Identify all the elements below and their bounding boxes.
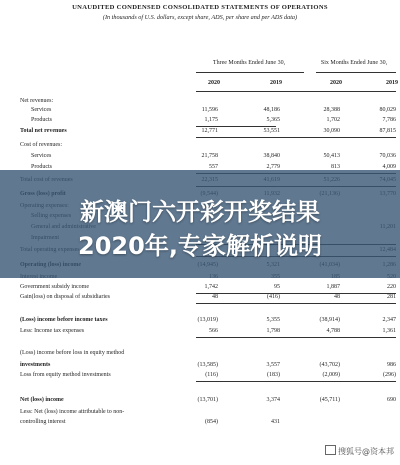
row-value: 4,788 <box>326 328 340 334</box>
row-label: (Loss) income before loss in equity method <box>20 350 125 356</box>
row-label: Services <box>31 107 52 113</box>
row-value: 2,779 <box>266 164 280 170</box>
row-value: 11,596 <box>201 107 218 113</box>
banner-headline-line-1: 新澳门六开彩开奖结果 <box>80 198 320 226</box>
row-value: (45,711) <box>319 397 340 403</box>
row-value: (854) <box>205 419 218 425</box>
row-value: 48,186 <box>263 107 280 113</box>
row-value: (116) <box>205 372 218 378</box>
row-value: 557 <box>209 164 218 170</box>
period-header-three-months: Three Months Ended June 30, <box>212 60 286 66</box>
row-value: (13,019) <box>197 317 218 323</box>
row-value: 1,361 <box>382 328 396 334</box>
row-value: (2,009) <box>322 372 340 378</box>
period-underline-1 <box>196 72 304 73</box>
row-label: Government subsidy income <box>20 284 89 290</box>
period-header-six-months: Six Months Ended June 30, <box>320 60 388 66</box>
table-row <box>0 397 400 407</box>
row-value: (38,914) <box>319 317 340 323</box>
row-value: 3,557 <box>266 362 280 368</box>
row-value: 38,840 <box>263 153 280 159</box>
row-value: (183) <box>267 372 280 378</box>
statement-title: UNAUDITED CONDENSED CONSOLIDATED STATEMENTS OF OPERATIONS <box>72 4 328 11</box>
row-label: Services <box>31 153 52 159</box>
table-row <box>0 339 400 349</box>
row-value: 28,388 <box>323 107 340 113</box>
table-row <box>0 384 400 394</box>
table-row <box>0 350 400 360</box>
table-row <box>0 409 400 419</box>
row-value: 95 <box>274 284 280 290</box>
row-value: 431 <box>271 419 280 425</box>
row-value: (13,585) <box>197 362 218 368</box>
banner-headline-line-2: 2020年,专家解析说明 <box>78 232 322 260</box>
row-value: 566 <box>209 328 218 334</box>
row-label: Net (loss) income <box>20 397 64 403</box>
year-underline <box>196 91 396 92</box>
overlay-banner <box>0 170 400 278</box>
row-value: 30,090 <box>323 128 340 134</box>
row-value: 5,355 <box>266 317 280 323</box>
row-value: 813 <box>331 164 340 170</box>
table-row <box>0 419 400 429</box>
row-label: Cost of revenues: <box>20 142 62 148</box>
row-value: 4,009 <box>382 164 396 170</box>
table-row <box>0 317 400 327</box>
row-value: 1,175 <box>204 117 218 123</box>
row-value: 690 <box>387 397 396 403</box>
camera-icon <box>325 445 336 455</box>
row-label: controlling interest <box>20 419 66 425</box>
source-watermark <box>325 445 394 457</box>
row-value: 70,036 <box>379 153 396 159</box>
row-label: Net revenues: <box>20 98 54 104</box>
table-row <box>0 153 400 163</box>
year-header-2: 2019 <box>270 80 282 86</box>
row-value: 48 <box>334 294 340 300</box>
row-label: Total net revenues <box>20 128 67 134</box>
row-label: (Loss) income before income taxes <box>20 317 108 323</box>
year-header-4: 2019 <box>386 80 398 86</box>
row-value: 50,413 <box>323 153 340 159</box>
year-header-1: 2020 <box>208 80 220 86</box>
subtotal-rule <box>196 303 396 304</box>
row-value: (296) <box>383 372 396 378</box>
row-label: Gain(loss) on disposal of subsidiaries <box>20 294 110 300</box>
row-value: 21,758 <box>201 153 218 159</box>
table-row <box>0 305 400 315</box>
row-value: 80,029 <box>379 107 396 113</box>
row-value: 220 <box>387 284 396 290</box>
subtotal-rule <box>196 381 396 382</box>
row-value: 1,887 <box>326 284 340 290</box>
table-row <box>0 107 400 117</box>
row-label: Loss from equity method investments <box>20 372 111 378</box>
row-label: Less: Income tax expenses <box>20 328 85 334</box>
row-value: (43,702) <box>319 362 340 368</box>
row-label: Products <box>31 117 52 123</box>
table-row <box>0 142 400 152</box>
row-value: 2,347 <box>382 317 396 323</box>
row-label: investments <box>20 362 51 368</box>
row-value: 281 <box>387 294 396 300</box>
subtotal-rule <box>196 126 276 127</box>
row-value: 12,771 <box>201 128 218 134</box>
row-value: 53,551 <box>263 128 280 134</box>
year-header-3: 2020 <box>330 80 342 86</box>
row-value: 1,742 <box>204 284 218 290</box>
row-value: 3,374 <box>266 397 280 403</box>
row-value: 1,798 <box>266 328 280 334</box>
subtotal-rule <box>196 337 396 338</box>
row-value: (416) <box>267 294 280 300</box>
subtotal-rule <box>196 137 396 138</box>
row-value: 986 <box>387 362 396 368</box>
row-value: 48 <box>212 294 218 300</box>
row-value: 7,786 <box>382 117 396 123</box>
row-value: 1,702 <box>326 117 340 123</box>
watermark-text: 搜狐号@资本邦 <box>338 447 394 456</box>
row-value: 5,365 <box>266 117 280 123</box>
row-label: Products <box>31 164 52 170</box>
statement-subtitle: (In thousands of U.S. dollars, except share, ADS, per share and per ADS data) <box>102 14 298 21</box>
table-row <box>0 362 400 372</box>
row-value: (13,701) <box>197 397 218 403</box>
period-underline-2 <box>316 72 396 73</box>
row-value: 87,815 <box>379 128 396 134</box>
row-label: Less: Net (loss) income attributable to non- <box>20 409 125 415</box>
